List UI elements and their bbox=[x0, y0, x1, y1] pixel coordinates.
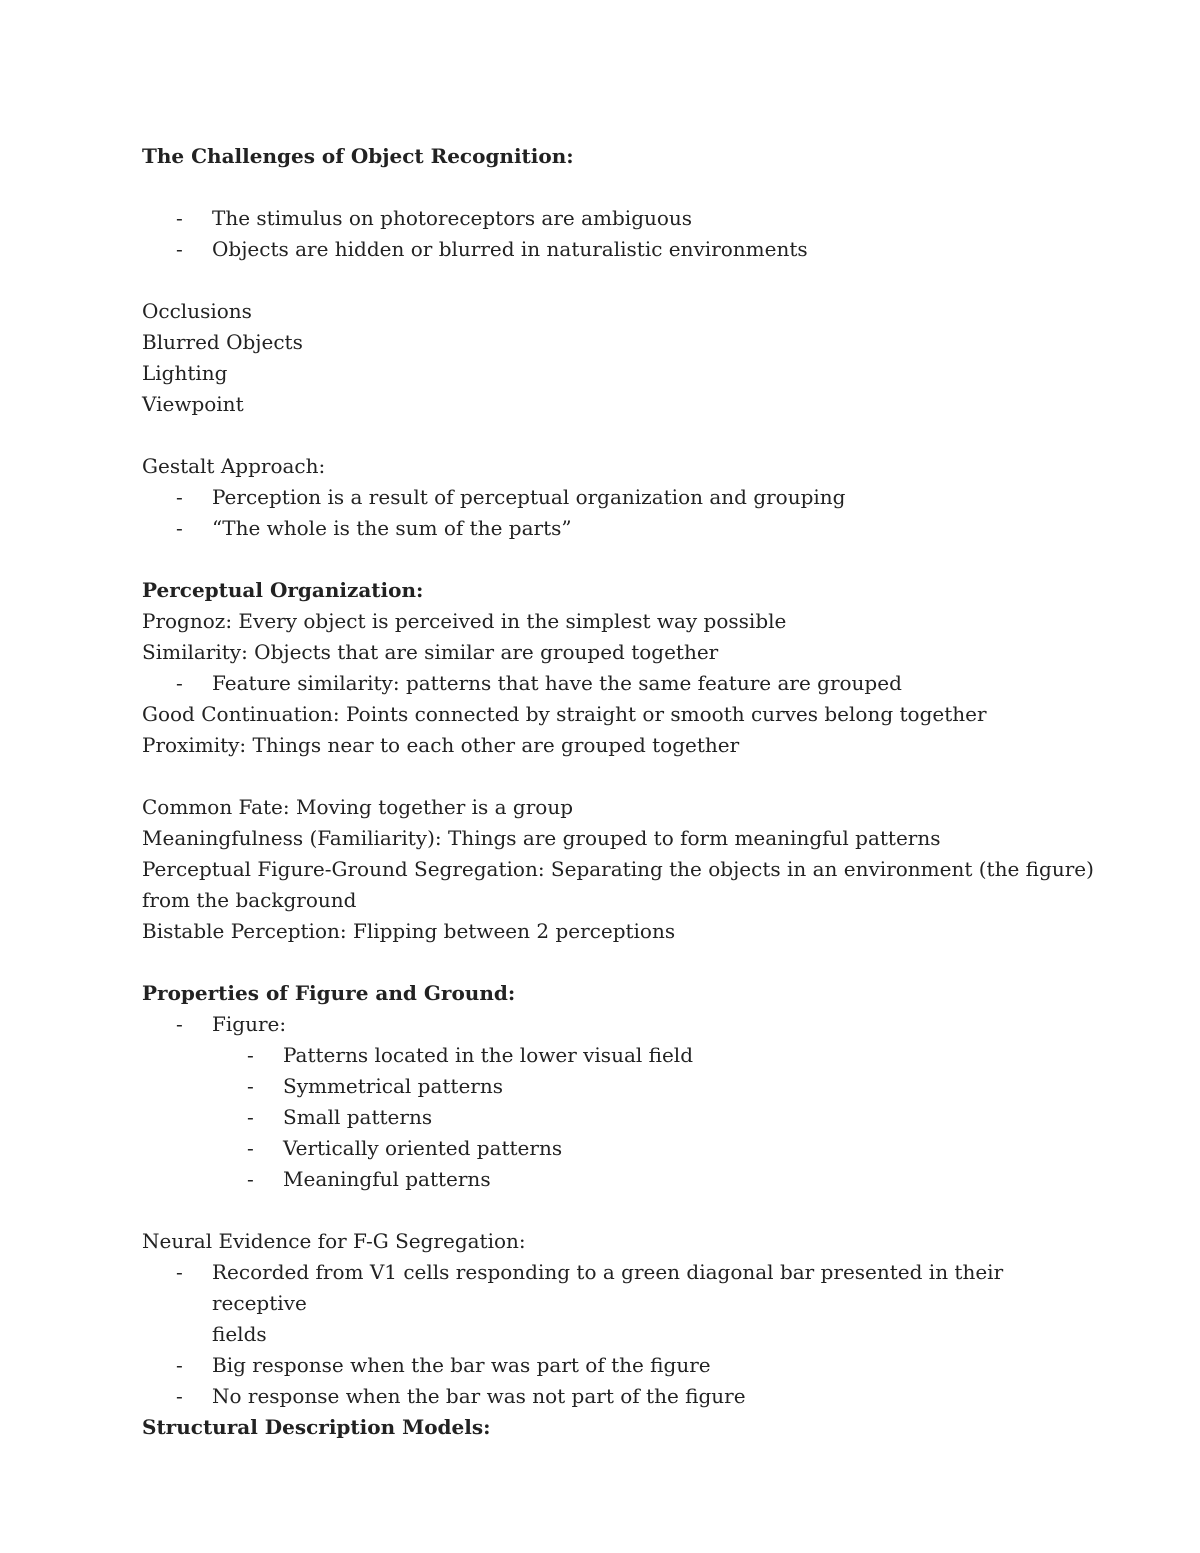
bullet-dash: - bbox=[176, 485, 183, 509]
bullet-dash: - bbox=[176, 671, 183, 695]
document-page bbox=[142, 141, 1094, 1443]
bullet-dash: - bbox=[247, 1136, 254, 1160]
spacer bbox=[142, 761, 1062, 792]
list-item bbox=[142, 1009, 1062, 1040]
list-item-text: Vertically oriented patterns bbox=[283, 1136, 563, 1160]
figure-ground-line-cont: from the background bbox=[142, 888, 357, 912]
list-item bbox=[142, 668, 1062, 699]
prognoz-line: Prognoz: Every object is perceived in the simplest way possible bbox=[142, 609, 787, 633]
item-lighting: Lighting bbox=[142, 361, 228, 385]
bullet-dash: - bbox=[247, 1105, 254, 1129]
bullet-dash: - bbox=[176, 516, 183, 540]
list-item-text: fields bbox=[212, 1322, 267, 1346]
bullet-dash: - bbox=[247, 1167, 254, 1191]
bullet-dash: - bbox=[176, 1384, 183, 1408]
bullet-dash: - bbox=[176, 1260, 183, 1284]
list-item-text: Symmetrical patterns bbox=[283, 1074, 503, 1098]
list-item bbox=[142, 482, 1062, 513]
neural-evidence-label: Neural Evidence for F-G Segregation: bbox=[142, 1229, 526, 1253]
bullet-dash: - bbox=[176, 1353, 183, 1377]
list-item-nested bbox=[142, 1133, 1062, 1164]
list-item-text: Objects are hidden or blurred in naturalistic environments bbox=[212, 237, 808, 261]
bullet-dash: - bbox=[247, 1043, 254, 1067]
meaningfulness-line: Meaningfulness (Familiarity): Things are grouped to form meaningful patterns bbox=[142, 826, 941, 850]
heading-challenges: The Challenges of Object Recognition: bbox=[142, 144, 574, 168]
item-viewpoint: Viewpoint bbox=[142, 392, 244, 416]
list-item bbox=[142, 1257, 1062, 1319]
list-item-text: Perception is a result of perceptual organization and grouping bbox=[212, 485, 846, 509]
list-item-text: Patterns located in the lower visual field bbox=[283, 1043, 693, 1067]
bistable-line: Bistable Perception: Flipping between 2 perceptions bbox=[142, 919, 676, 943]
list-item-cont bbox=[142, 1319, 1062, 1350]
list-item bbox=[142, 1350, 1062, 1381]
heading-perceptual-organization: Perceptual Organization: bbox=[142, 578, 424, 602]
spacer bbox=[142, 1195, 1062, 1226]
bullet-dash: - bbox=[247, 1074, 254, 1098]
list-item-text: Small patterns bbox=[283, 1105, 433, 1129]
list-item-text: Recorded from V1 cells responding to a green diagonal bar presented in their receptive bbox=[212, 1260, 1004, 1315]
list-item bbox=[142, 234, 1062, 265]
spacer bbox=[142, 420, 1062, 451]
bullet-dash: - bbox=[176, 1012, 183, 1036]
list-item-nested bbox=[142, 1102, 1062, 1133]
list-item-text: The stimulus on photoreceptors are ambiguous bbox=[212, 206, 693, 230]
spacer bbox=[142, 265, 1062, 296]
spacer bbox=[142, 544, 1062, 575]
item-occlusions: Occlusions bbox=[142, 299, 252, 323]
proximity-line: Proximity: Things near to each other are grouped together bbox=[142, 733, 740, 757]
list-item-nested bbox=[142, 1071, 1062, 1102]
heading-structural-description: Structural Description Models: bbox=[142, 1415, 491, 1439]
list-item-nested bbox=[142, 1164, 1062, 1195]
list-item-text: Big response when the bar was part of the figure bbox=[212, 1353, 711, 1377]
bullet-dash: - bbox=[176, 206, 183, 230]
list-item bbox=[142, 203, 1062, 234]
list-item-nested bbox=[142, 1040, 1062, 1071]
gestalt-label: Gestalt Approach: bbox=[142, 454, 326, 478]
list-item-text: Meaningful patterns bbox=[283, 1167, 491, 1191]
good-continuation-line: Good Continuation: Points connected by straight or smooth curves belong together bbox=[142, 702, 987, 726]
list-item-text: No response when the bar was not part of the figure bbox=[212, 1384, 746, 1408]
heading-properties: Properties of Figure and Ground: bbox=[142, 981, 516, 1005]
spacer bbox=[142, 172, 1062, 203]
list-item bbox=[142, 513, 1062, 544]
spacer bbox=[142, 947, 1062, 978]
list-item-text: Feature similarity: patterns that have the same feature are grouped bbox=[212, 671, 902, 695]
list-item-text: Figure: bbox=[212, 1012, 287, 1036]
list-item-text: “The whole is the sum of the parts” bbox=[212, 516, 572, 540]
similarity-line: Similarity: Objects that are similar are grouped together bbox=[142, 640, 719, 664]
item-blurred-objects: Blurred Objects bbox=[142, 330, 303, 354]
bullet-dash: - bbox=[176, 237, 183, 261]
list-item bbox=[142, 1381, 1062, 1412]
figure-ground-line: Perceptual Figure-Ground Segregation: Separating the objects in an environment (the figure) bbox=[142, 857, 1094, 881]
common-fate-line: Common Fate: Moving together is a group bbox=[142, 795, 573, 819]
